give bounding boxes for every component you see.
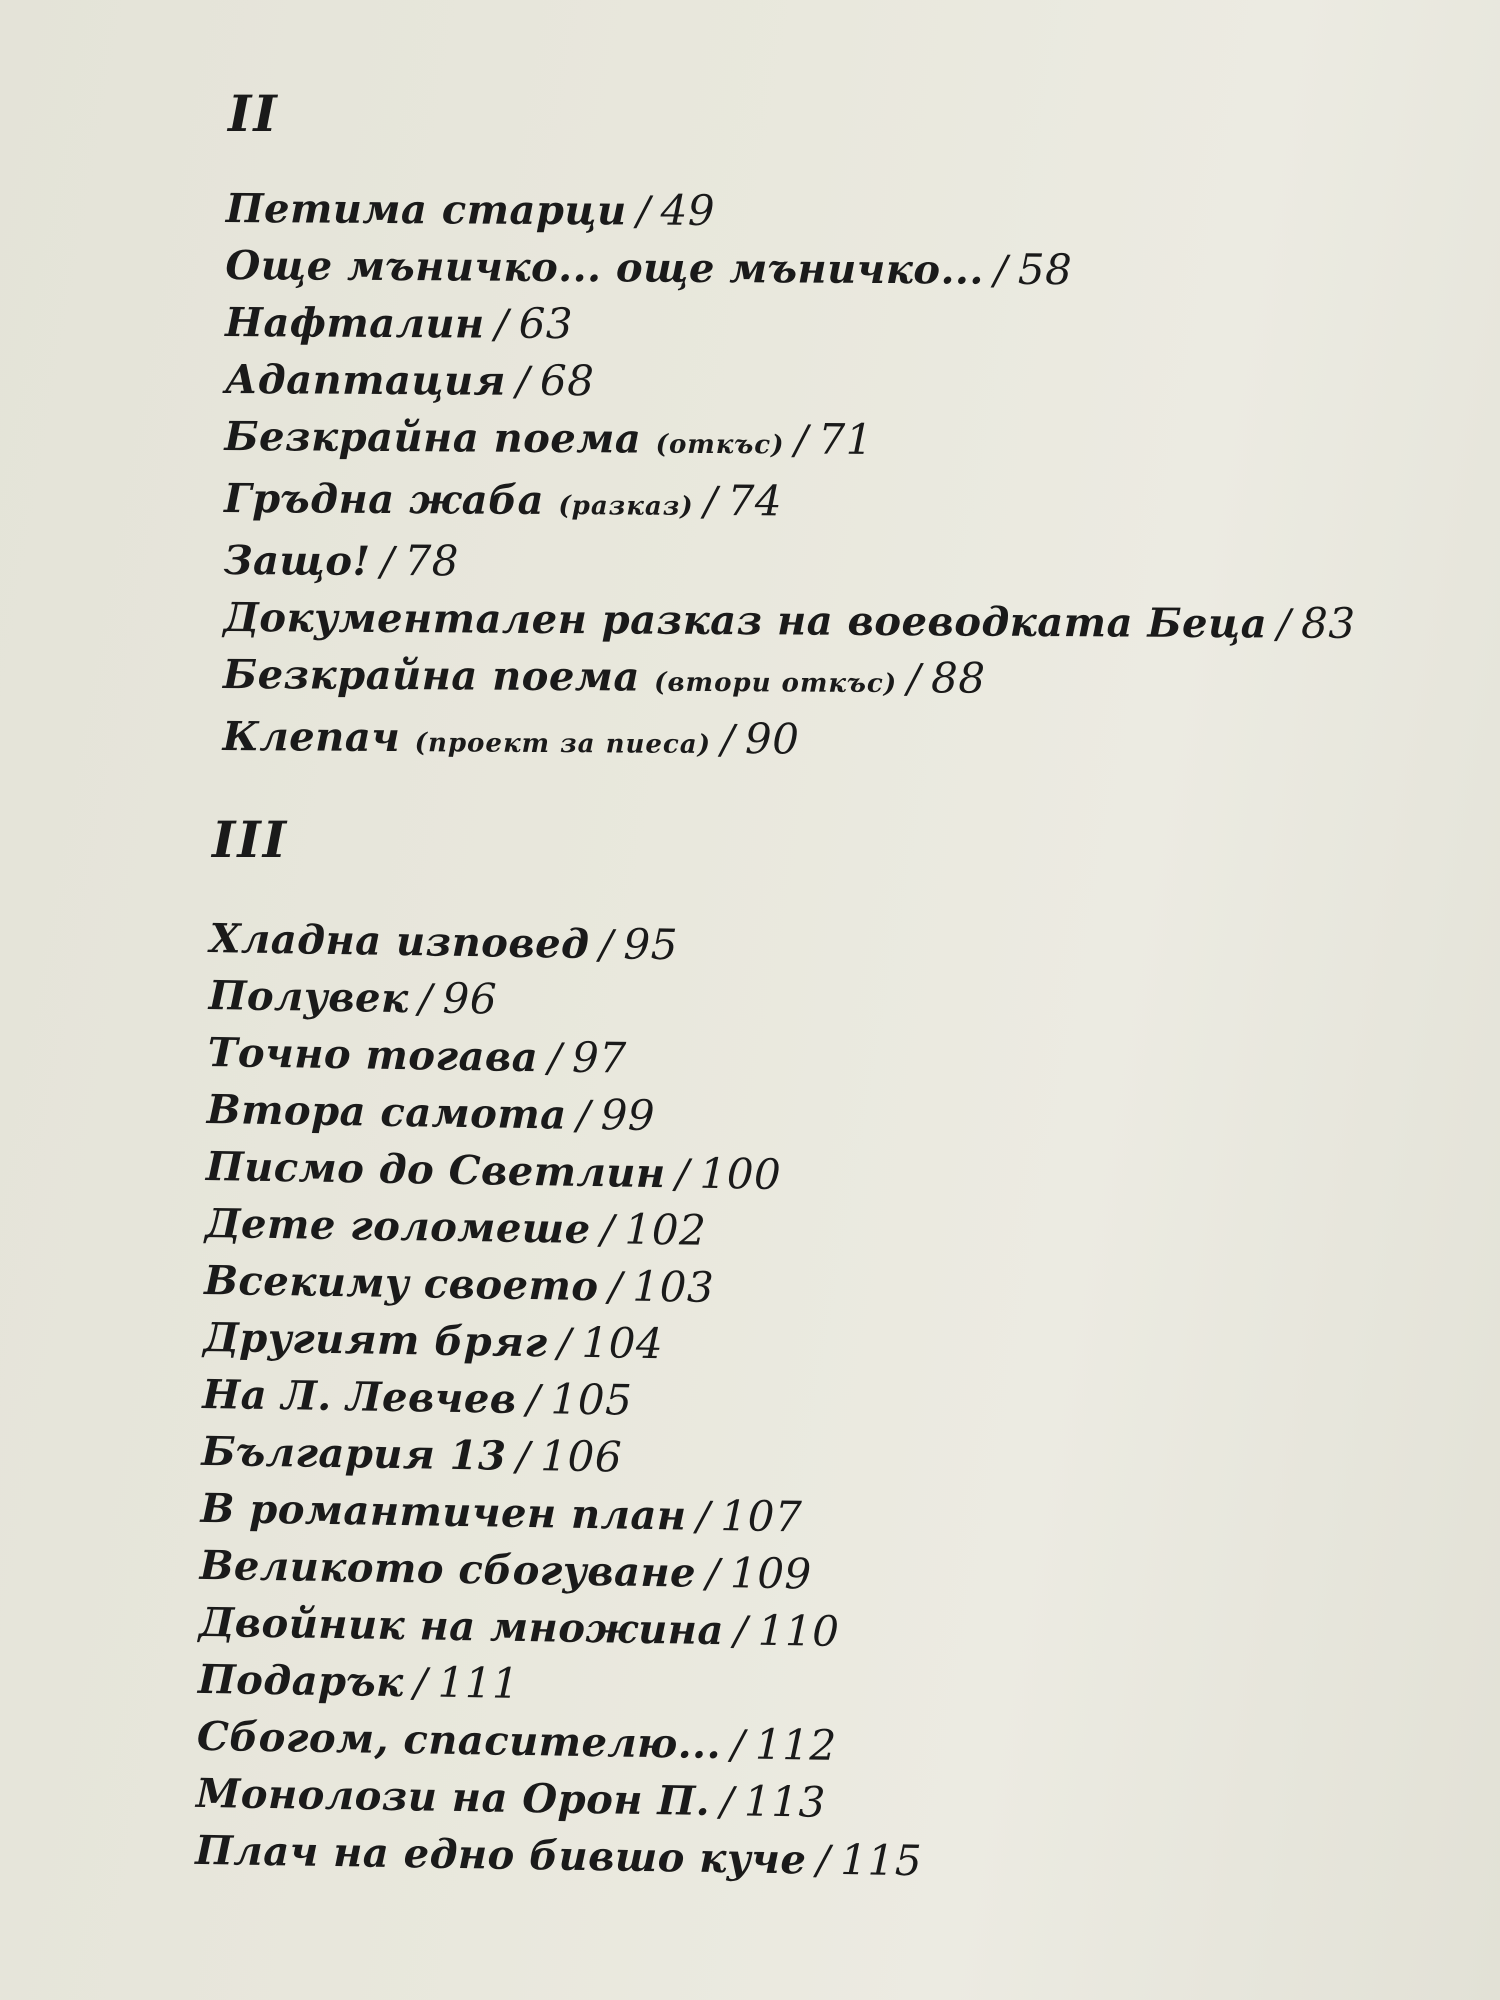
entry-title: Дете голомеше: [204, 1199, 592, 1254]
entry-title: Адаптация: [224, 355, 507, 405]
toc-entry: [225, 351, 1358, 415]
entry-page-number: 96: [442, 973, 498, 1024]
entry-title: Безкрайна поема: [222, 650, 640, 701]
entry-separator: /: [816, 1837, 831, 1884]
entry-page-number: 90: [744, 714, 800, 764]
entry-separator: /: [705, 1550, 721, 1598]
entry-page-number: 113: [743, 1776, 827, 1827]
entry-title: Писмо до Светлин: [205, 1142, 666, 1198]
entry-title: Другият бряг: [202, 1313, 548, 1367]
entry-note: (втори откъс): [654, 667, 898, 700]
entry-title: Гръдна жаба: [223, 474, 545, 524]
toc-entry: [225, 237, 1358, 301]
entry-title: Защо!: [223, 536, 371, 585]
entry-separator: /: [730, 1722, 746, 1769]
entry-separator: /: [720, 717, 736, 764]
entry-separator: /: [380, 538, 395, 586]
entry-note: (откъс): [655, 429, 785, 461]
entry-page-number: 112: [754, 1719, 838, 1770]
entry-page-number: 95: [623, 919, 679, 970]
entry-page-number: 49: [660, 185, 716, 235]
entry-separator: /: [703, 478, 718, 526]
entry-title: България 13: [201, 1427, 507, 1480]
entry-separator: /: [675, 1151, 690, 1198]
entry-separator: /: [696, 1493, 711, 1540]
entry-page-number: 99: [600, 1090, 656, 1141]
entry-page-number: 83: [1300, 598, 1356, 648]
entry-note: (разказ): [558, 491, 694, 522]
entry-title: Двойник на множина: [198, 1598, 725, 1655]
toc-list-ii: [222, 180, 1358, 777]
entry-page-number: 100: [699, 1148, 782, 1200]
entry-page-number: 74: [727, 476, 783, 526]
entry-page-number: 109: [729, 1548, 813, 1599]
entry-title: Безкрайна поема: [224, 412, 642, 463]
entry-title: Монолози на Орон П.: [195, 1769, 711, 1825]
entry-title: Петима старци: [225, 184, 627, 235]
entry-title: Точно тогава: [207, 1028, 539, 1082]
section-heading-ii: II: [228, 84, 279, 143]
entry-page-number: 110: [757, 1605, 840, 1656]
entry-separator: /: [1276, 601, 1292, 648]
toc-entry: [224, 470, 1357, 539]
entry-title: На Л. Левчев: [202, 1370, 517, 1423]
section-heading-iii: III: [212, 810, 289, 869]
entry-page-number: 58: [1017, 244, 1073, 295]
entry-title: Още мъничко... още мъничко...: [225, 241, 984, 294]
entry-title: Нафталин: [224, 298, 485, 348]
toc-entry: [224, 408, 1357, 477]
entry-title: Всекиму своето: [203, 1256, 599, 1311]
entry-separator: /: [526, 1377, 541, 1424]
entry-separator: /: [413, 1660, 429, 1707]
toc-entry: [223, 589, 1356, 653]
entry-page-number: 104: [581, 1317, 664, 1369]
entry-title: Подарък: [197, 1655, 405, 1707]
entry-title: Плач на едно бившо куче: [194, 1826, 807, 1884]
entry-separator: /: [557, 1320, 572, 1367]
entry-title: Хладна изповед: [209, 914, 590, 968]
entry-separator: /: [494, 301, 509, 348]
entry-separator: /: [608, 1264, 623, 1311]
entry-page-number: 111: [437, 1657, 520, 1708]
entry-separator: /: [418, 976, 433, 1023]
entry-page-number: 78: [404, 536, 460, 586]
entry-title: Клепач: [222, 712, 401, 762]
toc-list-iii: [195, 910, 937, 1890]
entry-separator: /: [993, 247, 1008, 294]
entry-title: Документален разказ на воеводката Беца: [223, 593, 1268, 648]
entry-separator: /: [600, 1207, 615, 1254]
entry-title: Сбогом, спасителю...: [196, 1712, 722, 1769]
entry-note: (проект за пиеса): [414, 728, 712, 760]
toc-entry: [226, 180, 1359, 244]
entry-separator: /: [636, 188, 651, 235]
entry-separator: /: [906, 656, 922, 703]
entry-page-number: 63: [518, 298, 574, 349]
toc-entry: [224, 532, 1357, 596]
toc-entry: [222, 708, 1355, 777]
entry-page-number: 102: [624, 1204, 707, 1255]
entry-separator: /: [794, 417, 809, 464]
entry-page-number: 68: [539, 355, 595, 406]
entry-page-number: 97: [571, 1032, 627, 1083]
entry-page-number: 103: [632, 1261, 715, 1312]
entry-page-number: 71: [818, 414, 874, 464]
toc-entry: [223, 646, 1356, 715]
entry-title: Полувек: [208, 971, 409, 1023]
entry-separator: /: [516, 1433, 531, 1481]
entry-separator: /: [515, 358, 531, 405]
toc-entry: [225, 294, 1358, 358]
entry-separator: /: [547, 1035, 563, 1082]
entry-title: Втора самота: [206, 1085, 568, 1139]
entry-page-number: 106: [540, 1431, 623, 1482]
entry-separator: /: [576, 1092, 592, 1140]
entry-title: Великото сбогуване: [199, 1541, 697, 1597]
entry-separator: /: [733, 1608, 749, 1655]
entry-page-number: 88: [930, 653, 986, 703]
entry-page-number: 115: [840, 1835, 923, 1886]
toc-entry: [195, 1822, 923, 1890]
entry-page-number: 107: [720, 1491, 803, 1542]
entry-separator: /: [719, 1779, 735, 1826]
entry-title: В романтичен план: [200, 1484, 687, 1540]
entry-page-number: 105: [550, 1374, 633, 1425]
entry-separator: /: [599, 922, 614, 969]
